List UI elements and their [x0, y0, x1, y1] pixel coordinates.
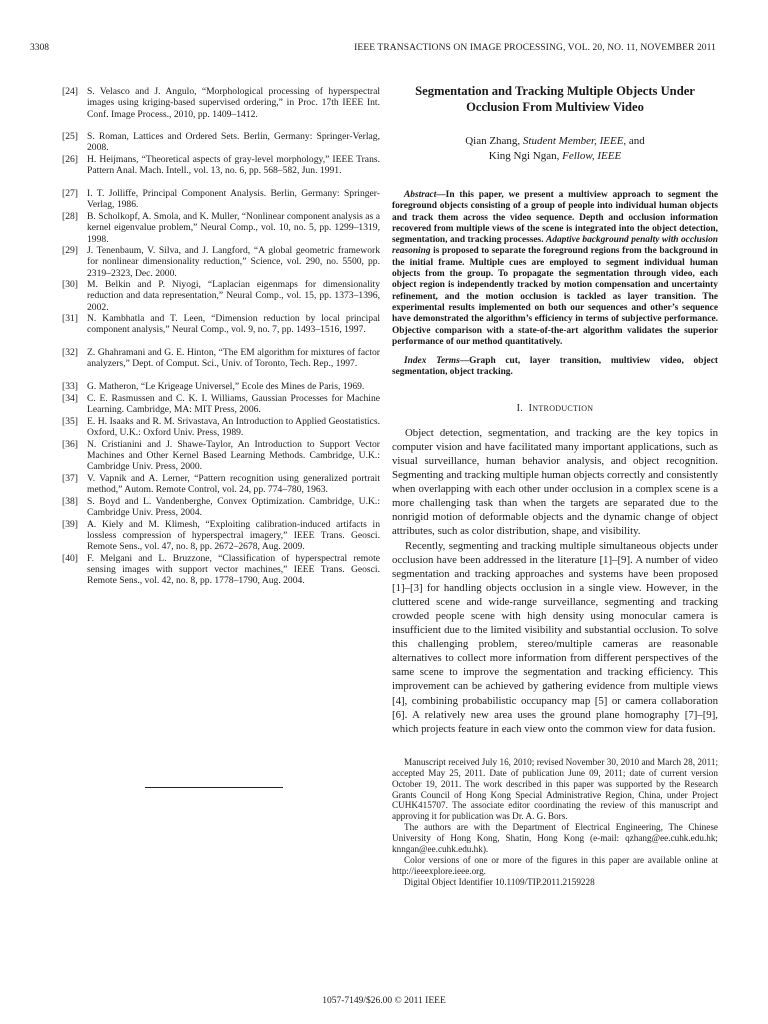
article-column [392, 84, 718, 888]
abstract [392, 190, 718, 348]
reference-item [62, 188, 380, 211]
reference-text: V. Vapnik and A. Lerner, “Pattern recognition using generalized portrait method,” Autom. Remote Control, vol. 24, pp. 774–780, 1963. [87, 472, 380, 495]
author-name: King Ngi Ngan, [488, 149, 560, 162]
abstract-text: is proposed to separate the foreground regions from the background in the initial frame. Multiple cues are employed to segment individual human objects from the group. To propagate the segmentation through video, each object region is independently tracked by motion compensation and uncertainty refinement, and the motion occlusion is tackled as layer transition. The experimental results implemented on both our sequences and other’s sequence have demonstrated the algorithm’s efficiency in terms of subjective performance. Objective comparison with a state-of-the-art algorithm validates the superior performance of our method quantitatively. [392, 246, 718, 347]
section-title-smallcaps: NTRODUCTION [532, 403, 594, 413]
reference-item [62, 313, 380, 347]
reference-number: [38] [62, 495, 78, 507]
reference-item [62, 439, 380, 473]
article-title: Segmentation and Tracking Multiple Objects Under Occlusion From Multiview Video [415, 84, 695, 114]
reference-number: [34] [62, 392, 78, 404]
reference-item [62, 347, 380, 381]
reference-item [62, 553, 380, 587]
reference-number: [32] [62, 347, 78, 358]
abstract-label: Abstract [404, 190, 437, 200]
reference-item [62, 279, 380, 313]
reference-text: G. Matheron, “Le Krigeage Universel,” Ecole des Mines de Paris, 1969. [87, 381, 365, 392]
section-title-initial: I [528, 402, 533, 414]
reference-text: C. E. Rasmussen and C. K. I. Williams, Gaussian Processes for Machine Learning. Cambridge, MA: MIT Press, 2006. [87, 392, 380, 415]
reference-text: F. Melgani and L. Bruzzone, “Classification of hyperspectral remote sensing images with support vector machines,” IEEE Trans. Geosci. Remote Sens., vol. 42, no. 8, pp. 1778–1790, Aug. 2004. [87, 552, 380, 587]
abstract-emphasis: Adaptive background penalty with occlusion reasoning [392, 235, 718, 257]
references-column [62, 86, 380, 587]
reference-item [62, 519, 380, 553]
reference-number: [36] [62, 438, 78, 450]
journal-header: IEEE TRANSACTIONS ON IMAGE PROCESSING, VOL. 20, NO. 11, NOVEMBER 2011 [354, 43, 716, 53]
reference-item [62, 86, 380, 131]
footnote-divider [145, 787, 283, 788]
reference-number: [40] [62, 552, 78, 564]
reference-text: H. Heijmans, “Theoretical aspects of gray-level morphology,” IEEE Trans. Pattern Anal. Mach. Intell., vol. 13, no. 6, pp. 568–582, Jun. 1991. [87, 154, 380, 177]
reference-text: N. Kambhatla and T. Leen, “Dimension reduction by local principal component analysis,” Neural Comp., vol. 9, no. 7, pp. 1493–1516, 1997. [87, 313, 380, 336]
reference-item [62, 393, 380, 416]
reference-text: M. Belkin and P. Niyogi, “Laplacian eigenmaps for dimensionality reduction and data representation,” Neural Comp., vol. 15, pp. 1373–1396, 2002. [87, 279, 380, 313]
reference-text: S. Velasco and J. Angulo, “Morphological processing of hyperspectral images using kriging-based supervised ordering,” in Proc. 17th IEEE Int. Conf. Image Process., 2010, pp. 1409–1412. [87, 86, 380, 120]
footnote: Color versions of one or more of the figures in this paper are available online at http://ieeexplore.ieee.org. [392, 854, 718, 876]
reference-item [62, 496, 380, 519]
reference-text: E. H. Isaaks and R. M. Srivastava, An Introduction to Applied Geostatistics. Oxford, U.K.: Oxford Univ. Press, 1989. [87, 415, 380, 438]
reference-number: [39] [62, 518, 78, 530]
reference-item [62, 381, 380, 393]
author-conjunction: and [628, 135, 645, 147]
reference-number: [24] [62, 86, 78, 97]
reference-number: [31] [62, 313, 78, 324]
reference-text: S. Boyd and L. Vandenberghe, Convex Optimization. Cambridge, U.K.: Cambridge Univ. Press, 2004. [87, 495, 380, 518]
reference-number: [28] [62, 211, 78, 222]
index-terms [392, 356, 718, 379]
reference-text: I. T. Jolliffe, Principal Component Analysis. Berlin, Germany: Springer-Verlag, 1986. [87, 188, 380, 211]
footnote: Digital Object Identifier 10.1109/TIP.2011.2159228 [404, 876, 595, 887]
reference-number: [30] [62, 279, 78, 290]
section-number: I. [516, 402, 524, 414]
reference-number: [25] [62, 131, 78, 142]
reference-number: [35] [62, 415, 78, 427]
reference-item [62, 416, 380, 439]
author-affiliation: Fellow, IEEE [562, 149, 622, 162]
reference-number: [33] [62, 381, 78, 392]
index-terms-label: Index Terms [404, 356, 460, 367]
author-list [392, 134, 718, 163]
footnote: The authors are with the Department of Electrical Engineering, The Chinese University of Hong Kong, Shatin, Hong Kong (e-mail: qzhang@ee.cuhk.edu.hk; knngan@ee.cuhk.edu.hk). [392, 822, 718, 855]
author-name: Qian Zhang, [465, 135, 521, 147]
reference-text: A. Kiely and M. Klimesh, “Exploiting calibration-induced artifacts in lossless compression of hyperspectral imagery,” IEEE Trans. Geosci. Remote Sens., vol. 47, no. 8, pp. 2672–2678, Aug. 2009. [87, 518, 380, 553]
reference-item [62, 473, 380, 496]
reference-item [62, 131, 380, 154]
reference-item [62, 154, 380, 188]
reference-number: [27] [62, 188, 78, 199]
page-number: 3308 [30, 43, 49, 53]
intro-paragraph: Recently, segmenting and tracking multiple simultaneous objects under occlusion have been addressed in the literature [1]–[9]. A number of video segmentation and tracking approaches and systems have been proposed [1]–[3] for handling objects occlusion in a single view. However, in the cluttered scene and wide-range surveillance, segmenting and tracking crowded people scene with high density using monocular camera is insufficient due to the limited visibility and substantial occlusion. To solve this challenging problem, stereo/multiple cameras are reasonable alternatives to collect more information from different perspectives of the same scene to improve the segmentation and tracking efficiency. This improvement can be achieved by gathering evidence from multiple views [4], combining probabilistic occupancy map [5] or camera collaboration [6]. A relatively new area uses the ground plane homography [7]–[9], which projects feature in each view onto the common view for data fusion. [392, 539, 718, 735]
index-terms-text: —Graph cut, layer transition, multiview video, object segmentation, object tracking. [392, 356, 718, 378]
author-affiliation: Student Member, IEEE, [522, 135, 627, 147]
reference-text: N. Cristianini and J. Shawe-Taylor, An Introduction to Support Vector Machines and Other Kernel Based Learning Methods. Cambridge, U.K.: Cambridge Univ. Press, 2000. [87, 438, 380, 473]
footnote: Manuscript received July 16, 2010; revised November 30, 2010 and March 28, 2011; accepted May 25, 2011. Date of publication June 09, 2011; date of current version October 19, 2011. The work described in this paper was supported by the Research Grants Council of Hong Kong Special Administrative Region, China, under Project CUHK415707. The associate editor coordinating the review of this manuscript and approving it for publication was Dr. A. G. Bors. [392, 756, 718, 822]
reference-text: S. Roman, Lattices and Ordered Sets. Berlin, Germany: Springer-Verlag, 2008. [87, 131, 380, 154]
intro-paragraph: Object detection, segmentation, and tracking are the key topics in computer vision and have facilitated many important applications, such as visual surveillance, human behavior analysis, and object recognition. Segmenting and tracking multiple human objects correctly and consistently when overlapping with each other under occlusion in a complex scene is a more challenging task than when the targets are separated due to the nonrigid motion of deformable objects and the dynamic change of object attributes, such as color distribution, shape, and visibility. [392, 426, 718, 538]
reference-text: J. Tenenbaum, V. Silva, and J. Langford, “A global geometric framework for nonlinear dimensionality reduction,” Science, vol. 290, no. 5500, pp. 2319–2323, Dec. 2000. [87, 245, 380, 279]
copyright-line: 1057-7149/$26.00 © 2011 IEEE [322, 996, 446, 1006]
abstract-text: —In this paper, we present a multiview approach to segment the foreground objects consisting of a group of people into individual human objects and track them across the video sequence. Depth and occlusion information recovered from multiple views of the scene is integrated into the object detection, segmentation, and tracking processes. [392, 190, 718, 246]
reference-text: B. Scholkopf, A. Smola, and K. Muller, “Nonlinear component analysis as a kernel eigenvalue problem,” Neural Comp., vol. 10, no. 5, pp. 1299–1319, 1998. [87, 211, 380, 245]
reference-number: [37] [62, 472, 78, 484]
footnotes [392, 757, 718, 888]
reference-item [62, 245, 380, 279]
reference-number: [26] [62, 154, 78, 165]
section-heading [392, 403, 718, 414]
reference-item [62, 211, 380, 245]
reference-number: [29] [62, 245, 78, 256]
reference-text: Z. Ghahramani and G. E. Hinton, “The EM algorithm for mixtures of factor analyzers,” Dept. of Comput. Sci., Univ. of Toronto, Tech. Rep., 1997. [87, 347, 380, 370]
